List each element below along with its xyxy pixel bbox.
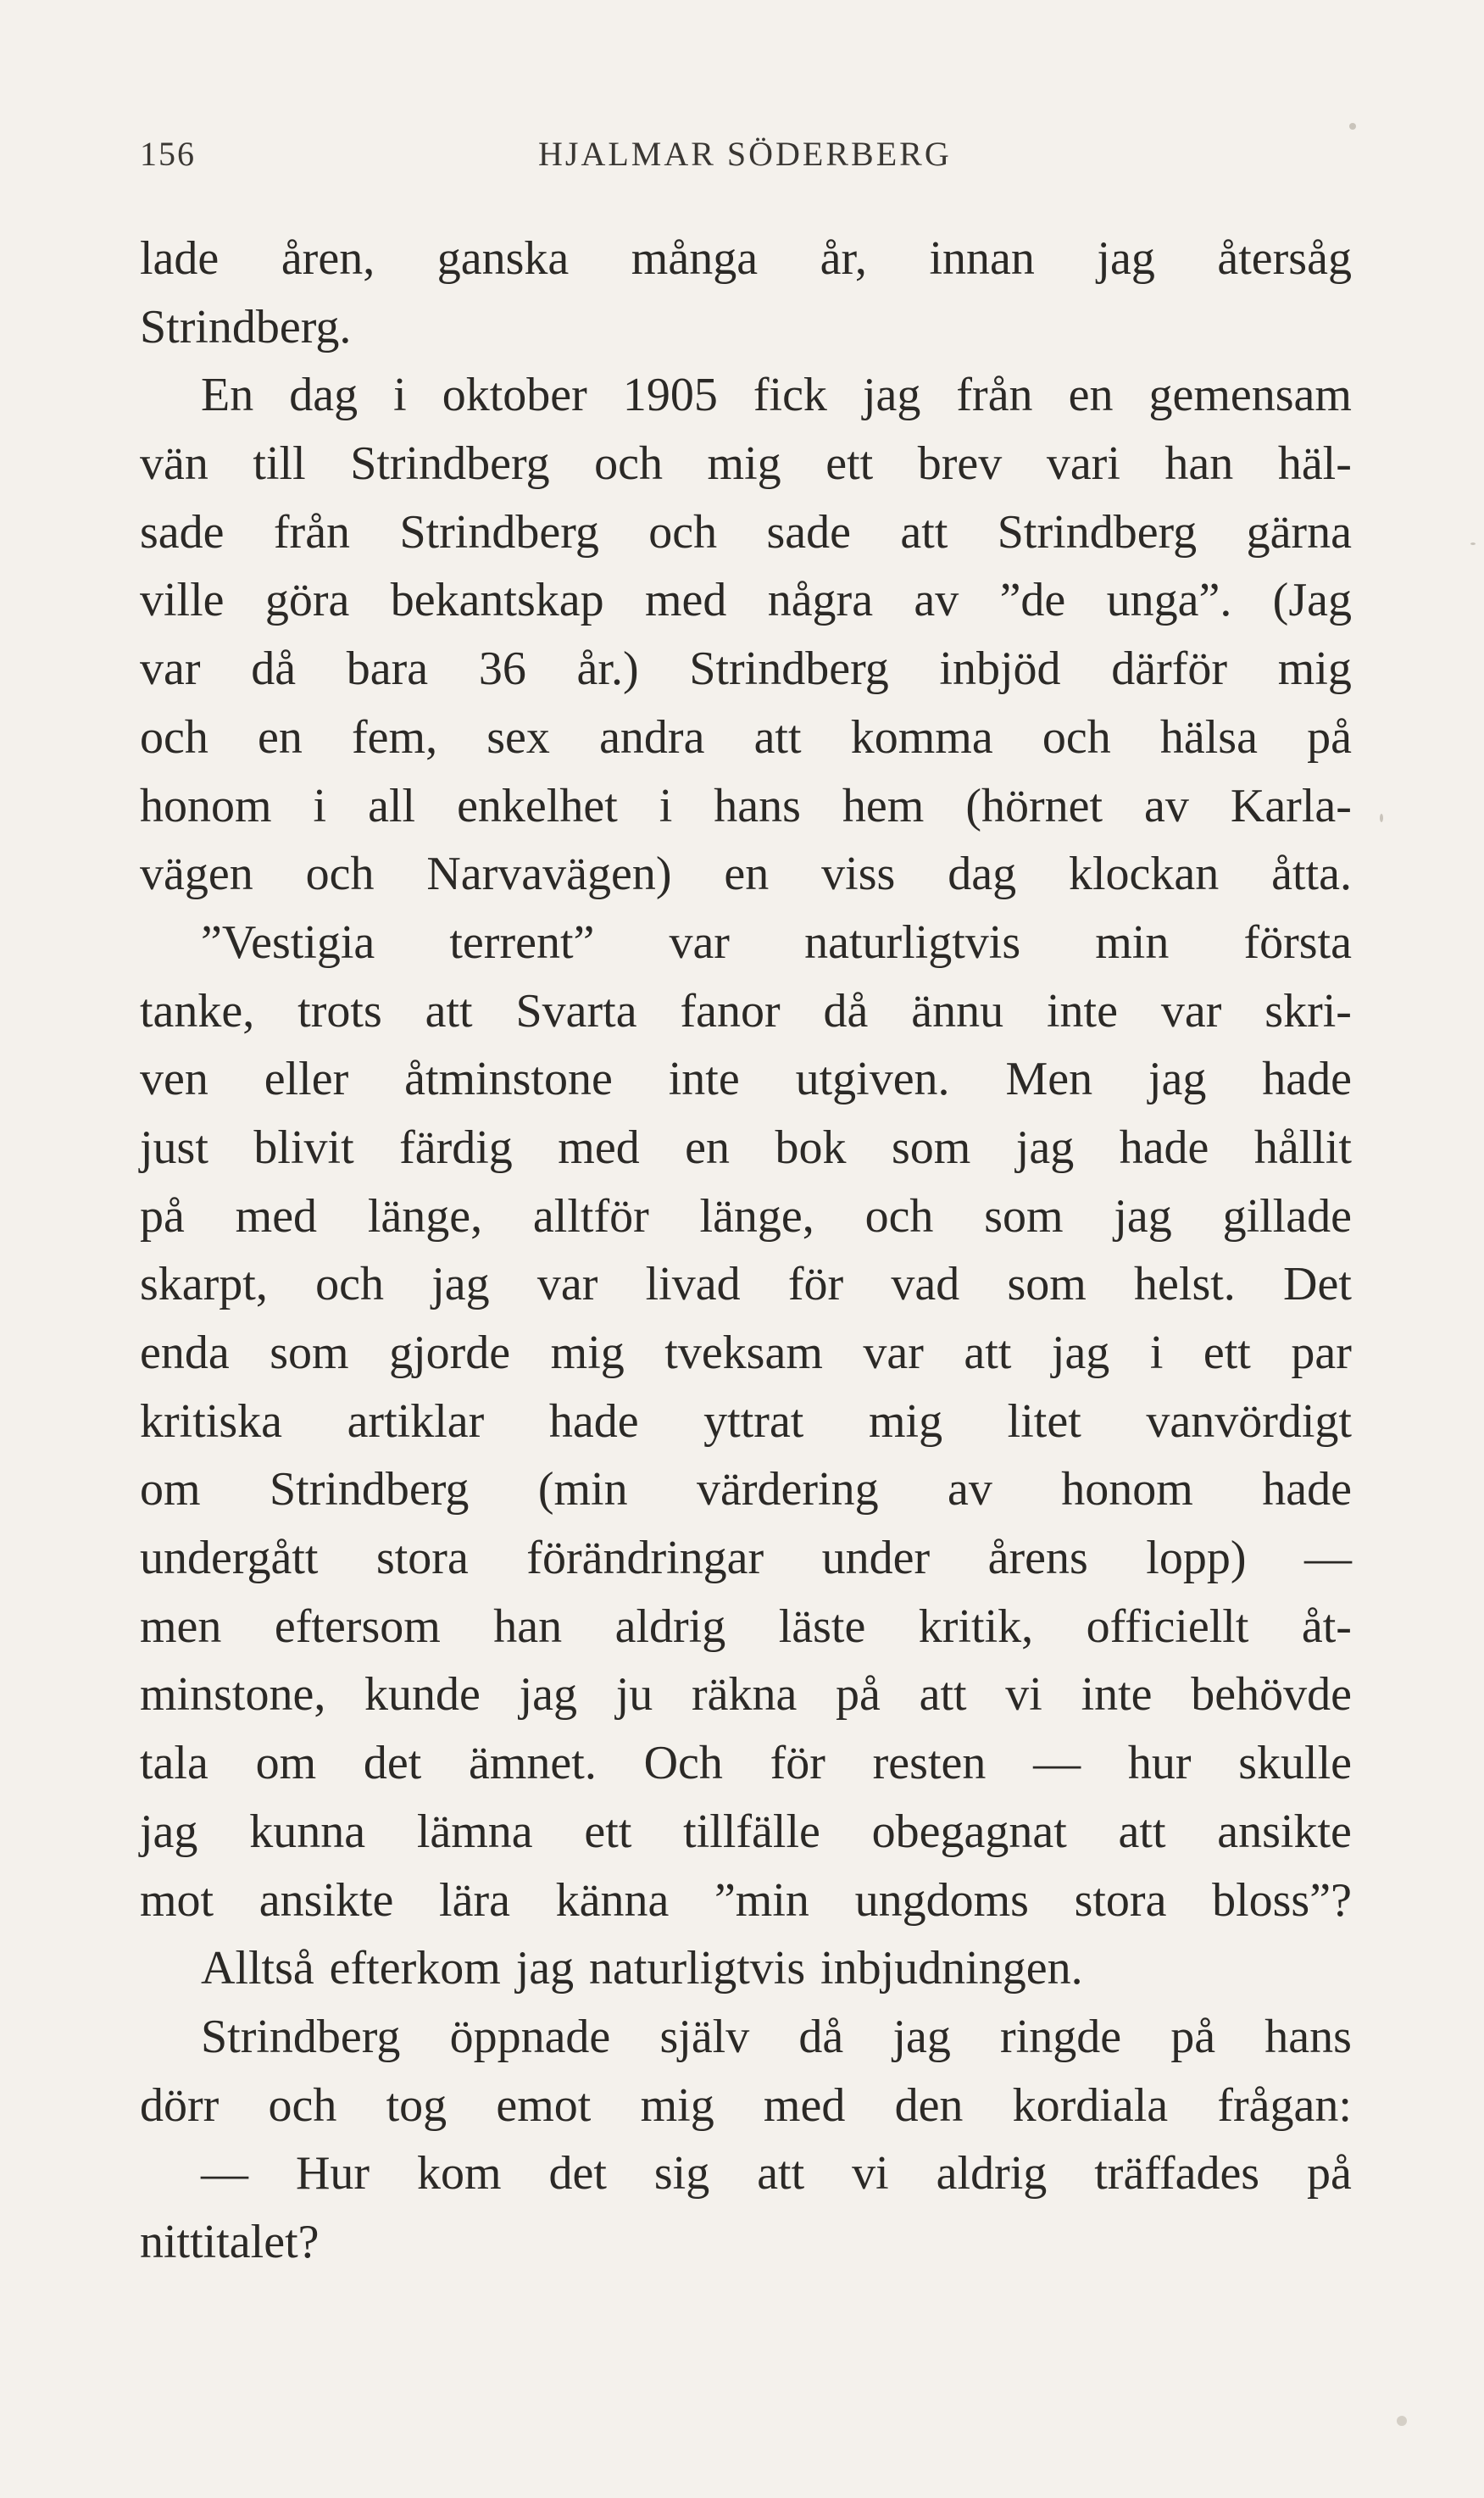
text-line bbox=[140, 1455, 1352, 1524]
word: ansikte bbox=[258, 1873, 394, 1927]
word: som bbox=[891, 1121, 971, 1174]
word: länge, bbox=[367, 1189, 483, 1243]
word: viss bbox=[821, 848, 896, 901]
word: sex bbox=[486, 710, 550, 764]
word: öppnade bbox=[449, 2010, 611, 2063]
word: andra bbox=[599, 710, 705, 764]
word: åren, bbox=[281, 232, 375, 285]
word: på bbox=[140, 1189, 185, 1243]
word: skulle bbox=[1238, 1737, 1352, 1790]
text-line bbox=[140, 1524, 1352, 1593]
word: årens bbox=[987, 1532, 1088, 1585]
word: hans bbox=[1264, 2010, 1352, 2063]
word: att bbox=[425, 984, 473, 1038]
word: klockan bbox=[1068, 848, 1220, 901]
word: en bbox=[1068, 369, 1114, 422]
word: vad bbox=[891, 1258, 960, 1311]
word: enda bbox=[140, 1327, 230, 1379]
word: häl- bbox=[1277, 437, 1352, 491]
word: mig bbox=[1277, 643, 1352, 696]
word: honom bbox=[1061, 1463, 1193, 1516]
word: och bbox=[594, 437, 663, 491]
word: av bbox=[914, 574, 959, 627]
paragraph bbox=[140, 1934, 1352, 2003]
body-text bbox=[140, 225, 1352, 2277]
word: återsåg bbox=[1217, 232, 1352, 285]
text-line bbox=[140, 1729, 1352, 1798]
word: hade bbox=[1262, 1463, 1352, 1516]
word: stora bbox=[1074, 1873, 1167, 1927]
word: kom bbox=[417, 2147, 502, 2200]
word: länge, bbox=[699, 1189, 814, 1243]
word: tanke, bbox=[140, 984, 255, 1038]
word: då bbox=[823, 984, 869, 1038]
word: dag bbox=[289, 369, 358, 422]
word: (hörnet bbox=[965, 779, 1103, 832]
word: bara bbox=[346, 643, 429, 696]
word: fem, bbox=[352, 710, 438, 764]
text-line bbox=[140, 2139, 1352, 2208]
word: kunde bbox=[364, 1668, 481, 1722]
word: på bbox=[836, 1668, 881, 1722]
text-line bbox=[140, 840, 1352, 909]
word: mig bbox=[868, 1394, 943, 1448]
word: tog bbox=[386, 2078, 447, 2132]
word: inbjudningen. bbox=[820, 1942, 1083, 1995]
word: undergått bbox=[140, 1532, 319, 1585]
word: gemensam bbox=[1148, 369, 1352, 422]
word: räkna bbox=[691, 1668, 798, 1722]
text-line bbox=[140, 1045, 1352, 1114]
word: inte bbox=[668, 1053, 740, 1106]
word: naturligtvis bbox=[804, 915, 1021, 969]
word: 36 bbox=[478, 643, 526, 696]
word: känna bbox=[555, 1873, 670, 1927]
word: litet bbox=[1007, 1394, 1081, 1448]
word: själv bbox=[659, 2010, 750, 2063]
word: sade bbox=[766, 505, 852, 559]
word: vanvördigt bbox=[1146, 1394, 1352, 1448]
word: tala bbox=[140, 1737, 208, 1790]
word: behövde bbox=[1191, 1668, 1352, 1722]
word: som bbox=[984, 1189, 1064, 1243]
word: men bbox=[140, 1599, 222, 1653]
word: mot bbox=[140, 1873, 214, 1927]
word: ett bbox=[584, 1805, 632, 1858]
word: och bbox=[864, 1189, 934, 1243]
word: mig bbox=[640, 2078, 714, 2132]
word: jag bbox=[519, 1668, 578, 1722]
word: det bbox=[548, 2147, 607, 2200]
word: att bbox=[919, 1668, 967, 1722]
word: från bbox=[956, 369, 1033, 422]
word: (Jag bbox=[1272, 574, 1352, 627]
word: ju bbox=[615, 1668, 653, 1722]
word: jag bbox=[892, 2010, 951, 2063]
word: helst. bbox=[1134, 1258, 1236, 1311]
word: Svarta bbox=[515, 984, 637, 1038]
word: Strindberg bbox=[399, 505, 599, 559]
word: hade bbox=[548, 1394, 639, 1448]
word: ville bbox=[140, 574, 225, 627]
word: vari bbox=[1046, 437, 1120, 491]
text-line bbox=[140, 909, 1352, 977]
word: Strindberg bbox=[997, 505, 1198, 559]
word: artiklar bbox=[347, 1394, 485, 1448]
word: Strindberg bbox=[350, 437, 550, 491]
word: gillade bbox=[1222, 1189, 1352, 1243]
word: sig bbox=[653, 2147, 710, 2200]
text-line bbox=[140, 2208, 1352, 2277]
word: i bbox=[393, 369, 407, 422]
word: unga”. bbox=[1106, 574, 1232, 627]
word: på bbox=[1170, 2010, 1216, 2063]
word: var bbox=[1160, 984, 1222, 1038]
text-line bbox=[140, 1867, 1352, 1935]
word: några bbox=[767, 574, 874, 627]
word: jag bbox=[1097, 232, 1155, 285]
word: gärna bbox=[1246, 505, 1352, 559]
word: lopp) bbox=[1146, 1532, 1247, 1585]
word: sade bbox=[140, 505, 225, 559]
word: kritiska bbox=[140, 1394, 282, 1448]
word: då bbox=[251, 643, 297, 696]
word: år.) bbox=[576, 643, 639, 696]
word: min bbox=[1095, 915, 1170, 969]
paragraph bbox=[140, 2003, 1352, 2139]
word: göra bbox=[264, 574, 350, 627]
running-head-title: HJALMAR SÖDERBERG bbox=[538, 135, 952, 173]
text-line bbox=[140, 1114, 1352, 1182]
word: värdering bbox=[697, 1463, 879, 1516]
word: jag bbox=[1051, 1327, 1110, 1379]
word: jag bbox=[140, 1805, 198, 1858]
word: vägen bbox=[140, 848, 253, 901]
word: gjorde bbox=[389, 1327, 511, 1379]
word: vi bbox=[852, 2147, 889, 2200]
word: hur bbox=[1127, 1737, 1192, 1790]
word: hans bbox=[714, 779, 801, 832]
word: och bbox=[140, 710, 208, 764]
word: och bbox=[648, 505, 718, 559]
text-line bbox=[140, 225, 1352, 293]
word: mig bbox=[550, 1327, 625, 1379]
word: skarpt, bbox=[140, 1258, 268, 1311]
word: om bbox=[255, 1737, 317, 1790]
word: resten bbox=[872, 1737, 987, 1790]
word: att bbox=[753, 710, 802, 764]
word: (min bbox=[537, 1463, 628, 1516]
word: hem bbox=[842, 779, 925, 832]
word: till bbox=[253, 437, 306, 491]
word: livad bbox=[645, 1258, 741, 1311]
word: just bbox=[140, 1121, 208, 1174]
word: par bbox=[1291, 1327, 1352, 1379]
word: med bbox=[235, 1189, 318, 1243]
word: jag bbox=[431, 1258, 490, 1311]
word: första bbox=[1243, 915, 1352, 969]
text-line bbox=[140, 1182, 1352, 1251]
word: bekantskap bbox=[390, 574, 604, 627]
word: lära bbox=[439, 1873, 510, 1927]
word: från bbox=[273, 505, 351, 559]
word: jag bbox=[1015, 1121, 1075, 1174]
word: Strindberg bbox=[689, 643, 889, 696]
word: Det bbox=[1283, 1258, 1352, 1311]
word: ven bbox=[140, 1053, 208, 1106]
word: han bbox=[493, 1599, 563, 1653]
word: — bbox=[201, 2147, 248, 2200]
word: läste bbox=[778, 1599, 866, 1653]
word: förändringar bbox=[526, 1532, 764, 1585]
paragraph bbox=[140, 909, 1352, 1934]
paper-speck bbox=[1349, 123, 1356, 130]
word: hade bbox=[1262, 1053, 1352, 1106]
word: om bbox=[140, 1463, 201, 1516]
word: ämnet. bbox=[469, 1737, 597, 1790]
word: därför bbox=[1111, 643, 1228, 696]
word: att bbox=[757, 2147, 805, 2200]
word: Men bbox=[1005, 1053, 1093, 1106]
paragraph bbox=[140, 225, 1352, 361]
word: var bbox=[536, 1258, 598, 1311]
word: bloss”? bbox=[1212, 1873, 1352, 1927]
word: officiellt bbox=[1086, 1599, 1249, 1653]
word: som bbox=[1007, 1258, 1087, 1311]
word: åtminstone bbox=[404, 1053, 613, 1106]
word: jag bbox=[1148, 1053, 1207, 1106]
word: all bbox=[368, 779, 416, 832]
word: fick bbox=[753, 369, 827, 422]
text-line bbox=[140, 635, 1352, 704]
word: i bbox=[659, 779, 673, 832]
word: var bbox=[140, 643, 201, 696]
word: — bbox=[1033, 1737, 1081, 1790]
word: tveksam bbox=[664, 1327, 823, 1379]
word: utgiven. bbox=[795, 1053, 950, 1106]
word: Strindberg. bbox=[140, 300, 352, 353]
word: trots bbox=[297, 984, 382, 1038]
word: alltför bbox=[532, 1189, 649, 1243]
word: ”min bbox=[714, 1873, 809, 1927]
word: ännu bbox=[911, 984, 1004, 1038]
paper-speck bbox=[1380, 814, 1383, 822]
word: Alltså bbox=[201, 1942, 314, 1995]
word: efterkom bbox=[329, 1942, 501, 1995]
word: dag bbox=[948, 848, 1017, 901]
word: med bbox=[763, 2078, 846, 2132]
word: inbjöd bbox=[939, 643, 1061, 696]
word: och bbox=[268, 2078, 337, 2132]
word: vän bbox=[140, 437, 208, 491]
text-line bbox=[140, 2003, 1352, 2072]
running-head bbox=[140, 134, 1352, 185]
word: ett bbox=[1203, 1327, 1251, 1379]
paper-speck bbox=[1397, 2416, 1407, 2426]
word: jag bbox=[862, 369, 921, 422]
word: kordiala bbox=[1012, 2078, 1169, 2132]
word: fanor bbox=[680, 984, 781, 1038]
word: oktober bbox=[442, 369, 587, 422]
text-line bbox=[140, 1319, 1352, 1388]
word: En bbox=[201, 369, 254, 422]
word: ”Vestigia bbox=[201, 915, 375, 969]
word: av bbox=[948, 1463, 992, 1516]
word: inte bbox=[1081, 1668, 1153, 1722]
word: på bbox=[1307, 2147, 1352, 2200]
word: ungdoms bbox=[854, 1873, 1029, 1927]
word: en bbox=[724, 848, 770, 901]
word: lade bbox=[140, 232, 220, 285]
text-line bbox=[140, 566, 1352, 635]
word: som bbox=[270, 1327, 349, 1379]
word: lämna bbox=[416, 1805, 533, 1858]
word: aldrig bbox=[936, 2147, 1048, 2200]
word: stora bbox=[375, 1532, 469, 1585]
word: enkelhet bbox=[457, 779, 618, 832]
text-line bbox=[140, 293, 1352, 362]
word: skri- bbox=[1264, 984, 1352, 1038]
word: ganska bbox=[436, 232, 570, 285]
word: en bbox=[258, 710, 303, 764]
word: att bbox=[1118, 1805, 1166, 1858]
word: var bbox=[669, 915, 730, 969]
word: många bbox=[631, 232, 759, 285]
word: Hur bbox=[295, 2147, 370, 2200]
text-line bbox=[140, 1388, 1352, 1456]
word: brev bbox=[917, 437, 1003, 491]
word: tillfälle bbox=[683, 1805, 820, 1858]
word: vi bbox=[1005, 1668, 1042, 1722]
word: i bbox=[1149, 1327, 1164, 1379]
word: honom bbox=[140, 779, 272, 832]
word: eftersom bbox=[274, 1599, 441, 1653]
word: en bbox=[685, 1121, 731, 1174]
word: den bbox=[894, 2078, 964, 2132]
word: obegagnat bbox=[871, 1805, 1067, 1858]
text-line bbox=[140, 2072, 1352, 2140]
word: dörr bbox=[140, 2078, 220, 2132]
word: träffades bbox=[1094, 2147, 1260, 2200]
word: åtta. bbox=[1271, 848, 1352, 901]
word: att bbox=[900, 505, 948, 559]
text-line bbox=[140, 1661, 1352, 1729]
word: jag bbox=[1114, 1189, 1172, 1243]
word: Strindberg bbox=[269, 1463, 470, 1516]
word: på bbox=[1307, 710, 1352, 764]
word: emot bbox=[496, 2078, 592, 2132]
word: med bbox=[558, 1121, 640, 1174]
word: Strindberg bbox=[201, 2010, 401, 2063]
word: komma bbox=[850, 710, 993, 764]
word: Och bbox=[643, 1737, 723, 1790]
paragraph bbox=[140, 361, 1352, 909]
word: ett bbox=[825, 437, 874, 491]
text-line bbox=[140, 704, 1352, 772]
text-line bbox=[140, 1593, 1352, 1661]
page-number: 156 bbox=[140, 135, 196, 173]
word: blivit bbox=[253, 1121, 354, 1174]
word: minstone, bbox=[140, 1668, 326, 1722]
word: innan bbox=[929, 232, 1035, 285]
word: hälsa bbox=[1159, 710, 1258, 764]
word: yttrat bbox=[703, 1394, 804, 1448]
word: mig bbox=[707, 437, 781, 491]
text-line bbox=[140, 361, 1352, 430]
text-line bbox=[140, 430, 1352, 498]
paragraph bbox=[140, 2139, 1352, 2276]
text-line bbox=[140, 1250, 1352, 1319]
word: och bbox=[1042, 710, 1111, 764]
word: av bbox=[1144, 779, 1189, 832]
word: frågan: bbox=[1217, 2078, 1352, 2132]
word: kunna bbox=[249, 1805, 366, 1858]
word: och bbox=[305, 848, 375, 901]
word: ansikte bbox=[1217, 1805, 1352, 1858]
word: naturligtvis bbox=[589, 1942, 806, 1995]
word: ringde bbox=[1000, 2010, 1122, 2063]
word: under bbox=[821, 1532, 931, 1585]
word: Karla- bbox=[1230, 779, 1352, 832]
word: terrent” bbox=[449, 915, 595, 969]
word: eller bbox=[264, 1053, 349, 1106]
word: det bbox=[363, 1737, 422, 1790]
word: för bbox=[770, 1737, 825, 1790]
word: åt- bbox=[1301, 1599, 1352, 1653]
text-line bbox=[140, 1798, 1352, 1867]
word: 1905 bbox=[622, 369, 718, 422]
word: hade bbox=[1119, 1121, 1209, 1174]
word: i bbox=[313, 779, 327, 832]
word: att bbox=[964, 1327, 1012, 1379]
word: för bbox=[787, 1258, 844, 1311]
word: då bbox=[798, 2010, 844, 2063]
word: kritik, bbox=[918, 1599, 1034, 1653]
word: hållit bbox=[1253, 1121, 1352, 1174]
text-line bbox=[140, 498, 1352, 567]
word: nittitalet? bbox=[140, 2215, 320, 2268]
paper-speck bbox=[1470, 542, 1476, 545]
text-line bbox=[140, 977, 1352, 1046]
word: med bbox=[644, 574, 727, 627]
word: — bbox=[1304, 1532, 1352, 1585]
word: inte bbox=[1047, 984, 1118, 1038]
word: ”de bbox=[999, 574, 1066, 627]
word: färdig bbox=[399, 1121, 513, 1174]
word: Narvavägen) bbox=[426, 848, 672, 901]
text-line bbox=[140, 772, 1352, 841]
word: bok bbox=[775, 1121, 847, 1174]
word: jag bbox=[515, 1942, 575, 1995]
word: och bbox=[315, 1258, 384, 1311]
word: var bbox=[863, 1327, 924, 1379]
text-line bbox=[140, 1934, 1352, 2003]
word: år, bbox=[820, 232, 867, 285]
word: aldrig bbox=[614, 1599, 726, 1653]
word: han bbox=[1164, 437, 1234, 491]
